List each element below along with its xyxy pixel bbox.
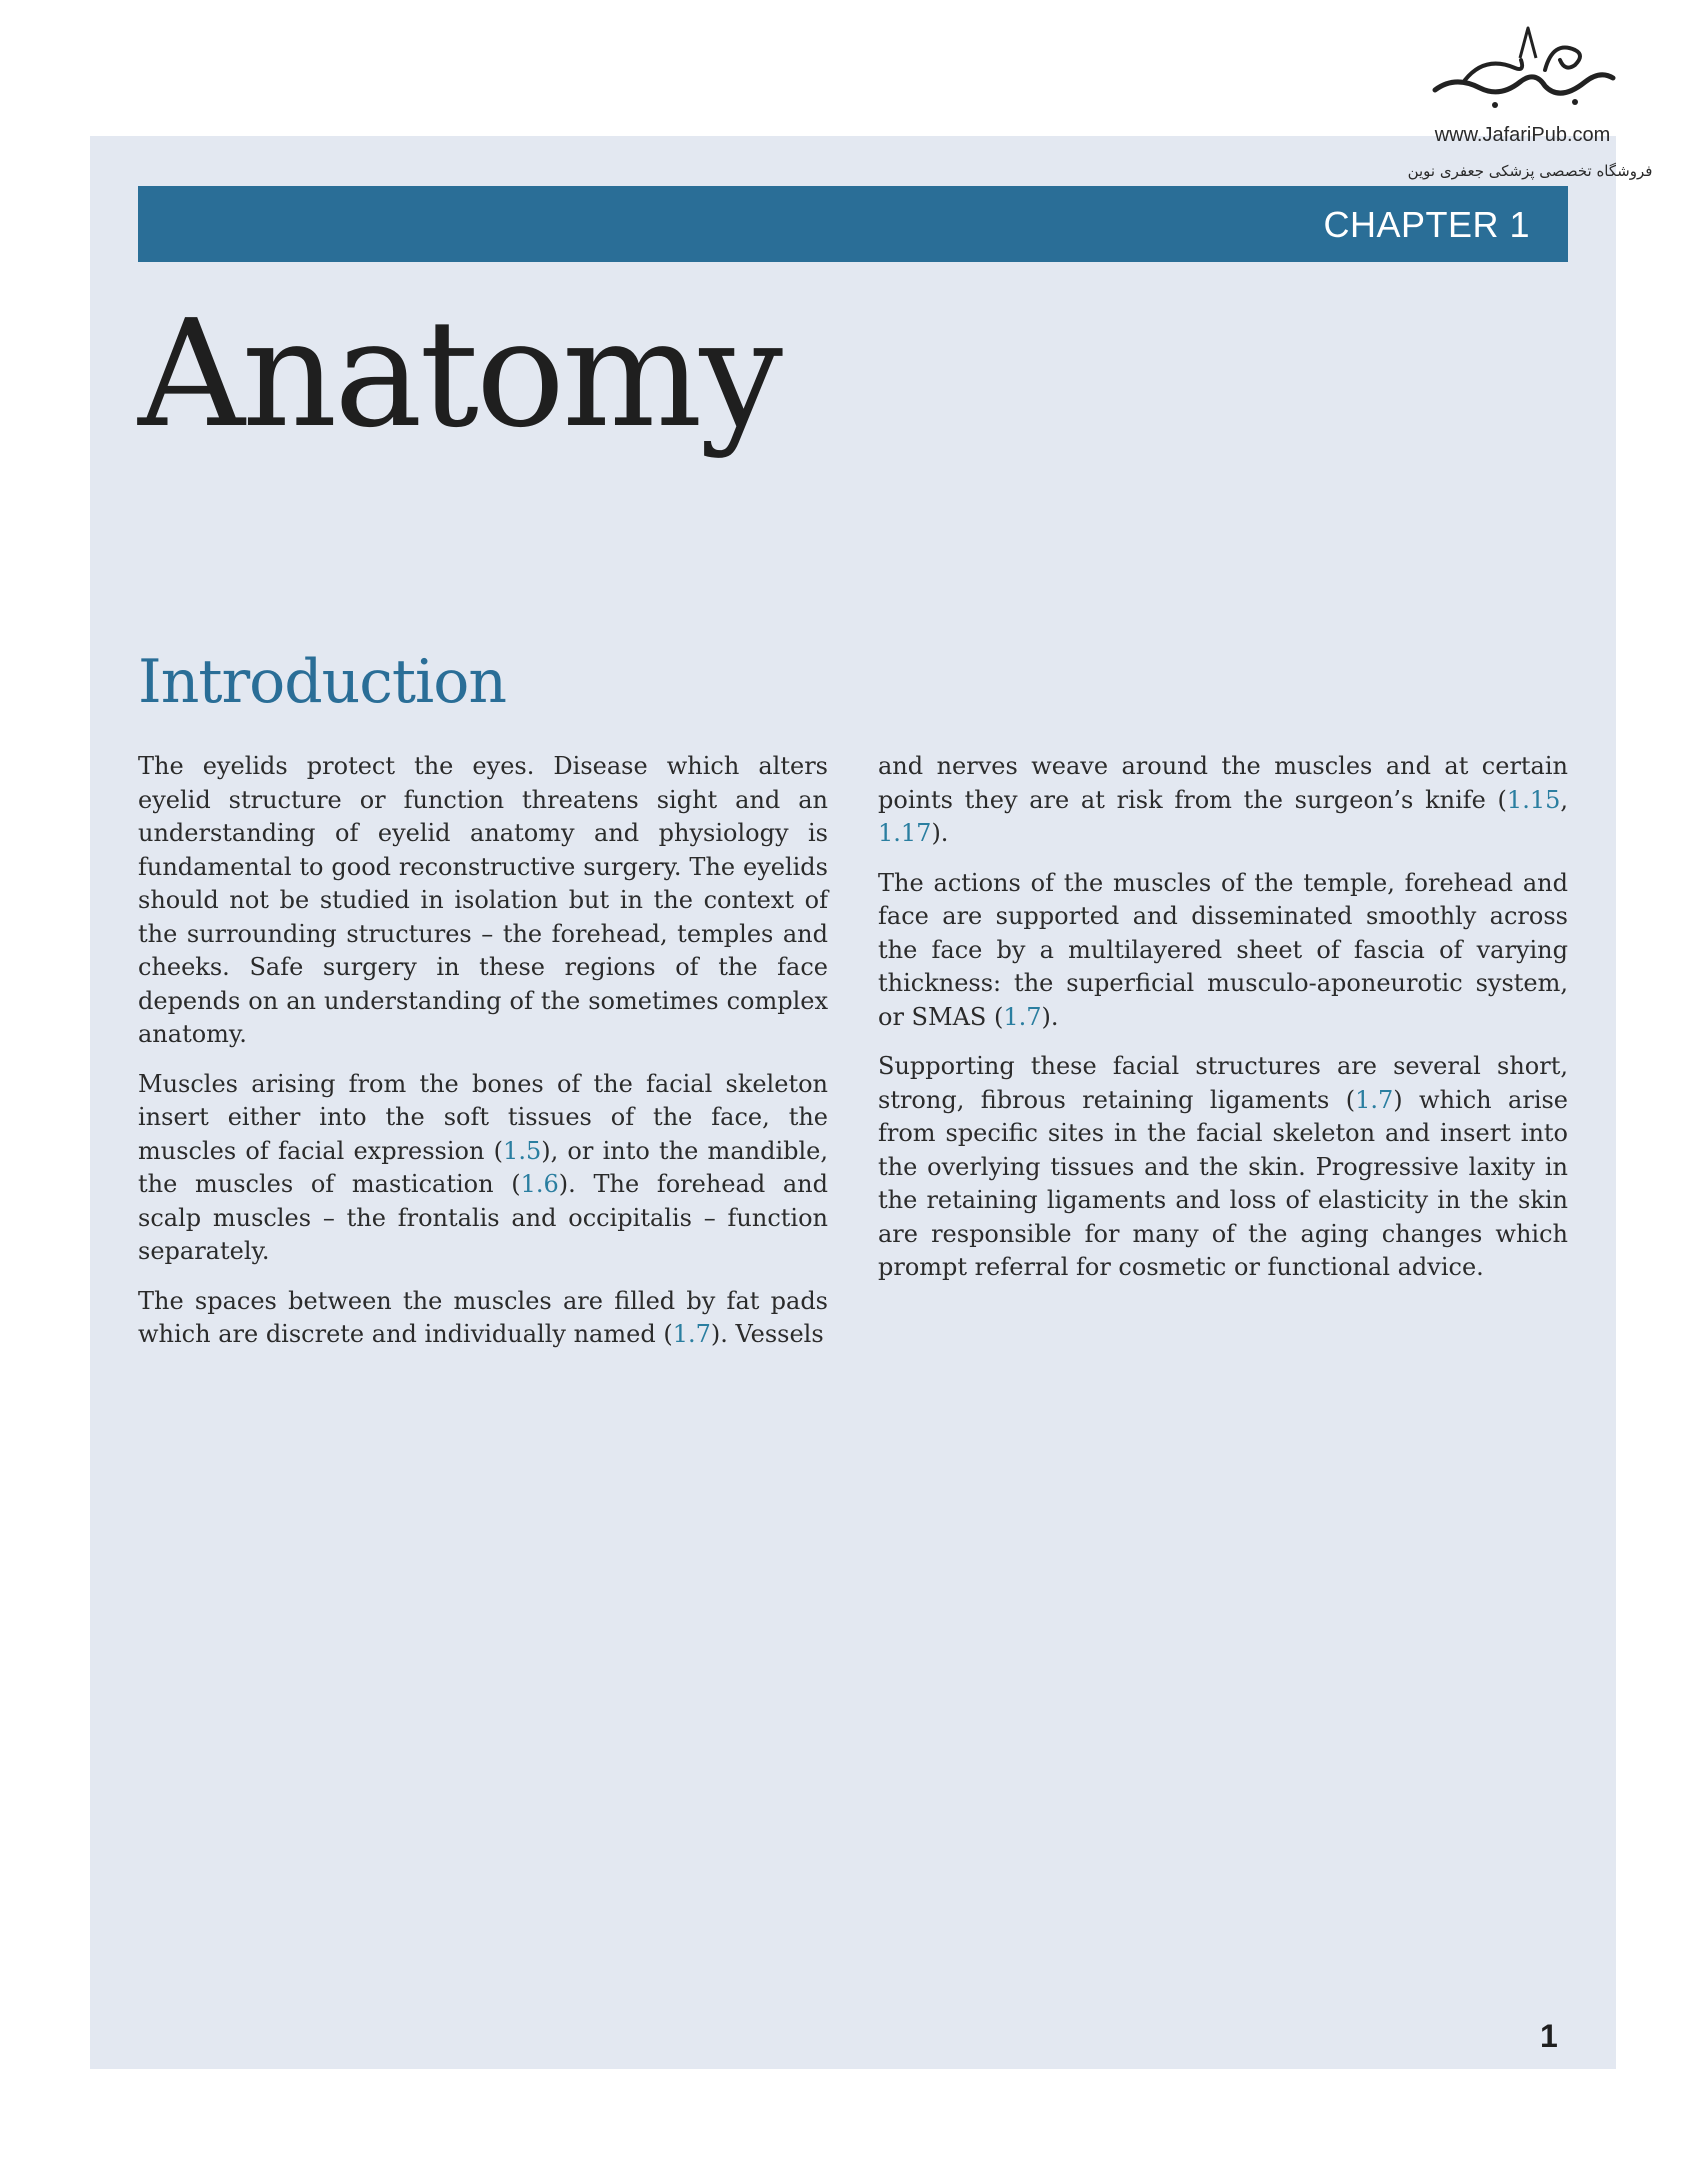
- paragraph: The eyelids protect the eyes. Disease which alters eyelid structure or function threatens sight and an understanding of eyelid anatomy and physiology is fundamental to good reconstructive surgery. The eyelids should not be studied in isolation but in the context of the surrounding structures – the forehead, temples and cheeks. Safe surgery in these regions of the face depends on an understanding of the sometimes complex anatomy.: [138, 752, 828, 1048]
- figure-reference-link[interactable]: 1.5: [503, 1136, 542, 1165]
- figure-reference-link[interactable]: 1.7: [1003, 1002, 1042, 1031]
- paragraph: Muscles arising from the bones of the facial skeleton insert either into the soft tissues of the face, the muscles of facial expression (1.5), or into the mandible, the muscles of mastication (1.6). The forehead and scalp muscles – the frontalis and occipitalis – function separately.: [138, 1069, 828, 1265]
- chapter-label: CHAPTER 1: [1323, 204, 1530, 245]
- paragraph: Supporting these facial structures are several short, strong, fibrous retaining ligaments (1.7) which arise from specific sites in the facial skeleton and insert into the overlying tissues and the skin. Progressive laxity in the retaining ligaments and loss of elasticity in the skin are responsible for many of the aging changes which prompt referral for cosmetic or functional advice.: [878, 1052, 1569, 1281]
- section-heading: Introduction: [138, 647, 506, 717]
- chapter-header-bar: [138, 186, 1568, 262]
- publisher-tagline: فروشگاه تخصصی پزشکی جعفری نوین: [1407, 162, 1653, 180]
- figure-reference-link[interactable]: 1.6: [520, 1170, 559, 1198]
- publisher-url: www.JafariPub.com: [1434, 124, 1611, 146]
- publisher-watermark: [1407, 20, 1665, 190]
- page-number: 1: [1540, 2018, 1558, 2054]
- figure-reference-link[interactable]: 1.17: [878, 819, 932, 847]
- paragraph: The spaces between the muscles are filled by fat pads which are discrete and individually named (1.7). Vessels: [138, 1286, 828, 1348]
- figure-reference-link[interactable]: 1.15: [1506, 785, 1561, 814]
- body-column-left: [138, 750, 828, 1368]
- jafari-logo-icon: [1425, 20, 1625, 120]
- paragraph: The actions of the muscles of the temple, forehead and face are supported and disseminated smoothly across the face by a multilayered sheet of fascia of varying thickness: the superficial musculo-aponeurotic system, or SMAS (1.7).: [878, 868, 1568, 1031]
- paragraph: and nerves weave around the muscles and at certain points they are at risk from the surgeon’s knife (1.15, 1.17).: [878, 752, 1568, 847]
- figure-reference-link[interactable]: 1.7: [1355, 1085, 1394, 1114]
- figure-reference-link[interactable]: 1.7: [672, 1320, 711, 1348]
- body-column-right: [878, 750, 1568, 1301]
- chapter-title: Anatomy: [138, 288, 780, 460]
